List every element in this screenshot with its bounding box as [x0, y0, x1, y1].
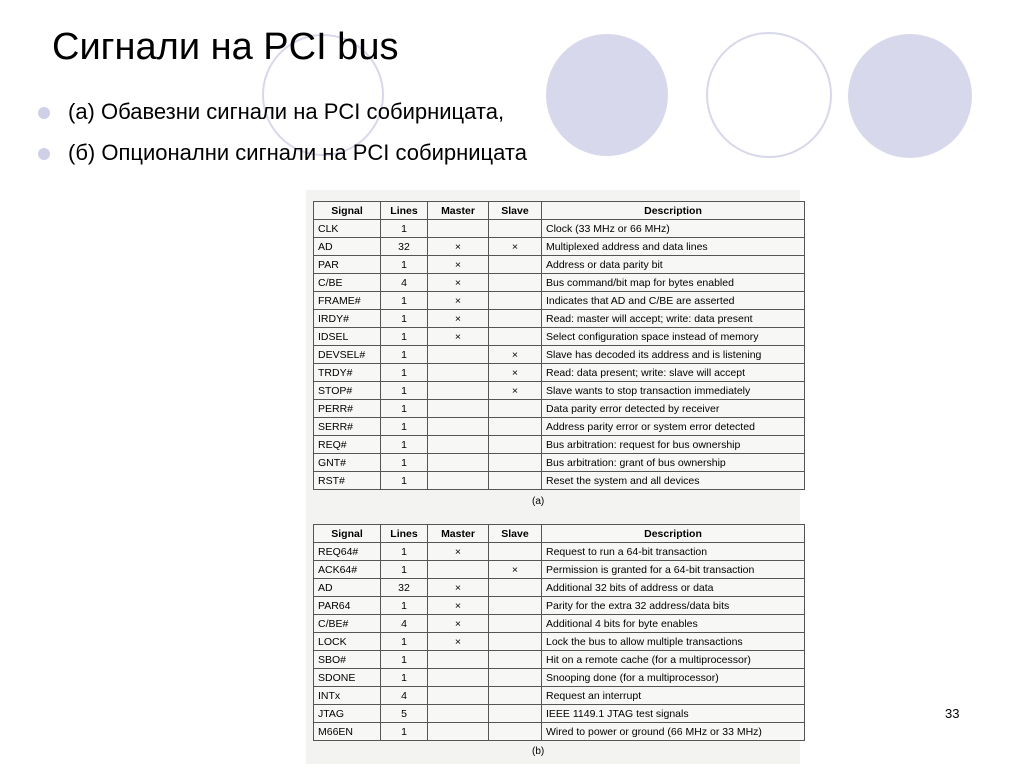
table-cell: Bus arbitration: grant of bus ownership [542, 454, 805, 472]
table-cell [428, 561, 489, 579]
table-row [314, 705, 805, 723]
table-cell: 1 [381, 382, 428, 400]
table-cell: 1 [381, 220, 428, 238]
table-cell: 1 [381, 400, 428, 418]
table-cell: 1 [381, 310, 428, 328]
table-cell: Wired to power or ground (66 MHz or 33 MHz) [542, 723, 805, 741]
table-cell [428, 669, 489, 687]
table-cell: Select configuration space instead of memory [542, 328, 805, 346]
table-cell: REQ# [314, 436, 381, 454]
table-cell: Data parity error detected by receiver [542, 400, 805, 418]
table-cell: SDONE [314, 669, 381, 687]
table-row [314, 364, 805, 382]
table-cell: Read: data present; write: slave will accept [542, 364, 805, 382]
decor-circle-1 [546, 34, 668, 156]
table-row [314, 615, 805, 633]
bullet-text-a: (a) Обавезни сигнали на PCI собирницата, [68, 99, 505, 124]
table-row [314, 328, 805, 346]
table-cell: RST# [314, 472, 381, 490]
table-cell: Address or data parity bit [542, 256, 805, 274]
table-cell [489, 418, 542, 436]
table-row [314, 669, 805, 687]
table-cell: × [489, 561, 542, 579]
table-cell [489, 723, 542, 741]
table-row [314, 238, 805, 256]
table-cell: SBO# [314, 651, 381, 669]
table-cell [489, 400, 542, 418]
table-cell: 1 [381, 651, 428, 669]
table-cell: 1 [381, 418, 428, 436]
column-header: Description [542, 525, 805, 543]
table-cell: 1 [381, 543, 428, 561]
table-cell [428, 651, 489, 669]
table-cell: Reset the system and all devices [542, 472, 805, 490]
column-header: Description [542, 202, 805, 220]
table-row [314, 561, 805, 579]
table-cell: × [428, 633, 489, 651]
table-cell: C/BE [314, 274, 381, 292]
table-cell: PAR64 [314, 597, 381, 615]
table-cell: REQ64# [314, 543, 381, 561]
table-header-row [314, 202, 805, 220]
table-row [314, 310, 805, 328]
column-header: Signal [314, 525, 381, 543]
table-cell: × [428, 310, 489, 328]
table-cell: CLK [314, 220, 381, 238]
table-cell: × [489, 364, 542, 382]
table-row [314, 597, 805, 615]
table-row [314, 418, 805, 436]
table-cell: GNT# [314, 454, 381, 472]
table-cell: × [428, 579, 489, 597]
table-cell [489, 669, 542, 687]
table-cell [489, 597, 542, 615]
table-cell: INTx [314, 687, 381, 705]
table-cell: Hit on a remote cache (for a multiprocessor) [542, 651, 805, 669]
table-cell: Slave has decoded its address and is listening [542, 346, 805, 364]
table-row [314, 723, 805, 741]
table-cell: × [428, 543, 489, 561]
table-cell: 1 [381, 364, 428, 382]
table-cell [489, 687, 542, 705]
table-cell: 1 [381, 561, 428, 579]
table-cell: 1 [381, 346, 428, 364]
bullet-icon [38, 148, 50, 160]
table-cell: Permission is granted for a 64-bit transaction [542, 561, 805, 579]
table-cell: Lock the bus to allow multiple transactions [542, 633, 805, 651]
table-cell: C/BE# [314, 615, 381, 633]
table-cell [489, 256, 542, 274]
table-cell: × [489, 238, 542, 256]
table-cell: Indicates that AD and C/BE are asserted [542, 292, 805, 310]
table-cell [489, 651, 542, 669]
slide-title: Сигнали на PCI bus [52, 26, 399, 68]
table-cell [428, 723, 489, 741]
table-cell [489, 579, 542, 597]
column-header: Slave [489, 525, 542, 543]
table-cell: Bus arbitration: request for bus ownership [542, 436, 805, 454]
table-cell: SERR# [314, 418, 381, 436]
table-cell: M66EN [314, 723, 381, 741]
table-cell: AD [314, 579, 381, 597]
table-row [314, 472, 805, 490]
table-header-row [314, 525, 805, 543]
table-cell [489, 436, 542, 454]
table-cell: 4 [381, 615, 428, 633]
table-cell [489, 543, 542, 561]
table-cell: JTAG [314, 705, 381, 723]
table-row [314, 274, 805, 292]
table-cell: 4 [381, 687, 428, 705]
table-cell: PAR [314, 256, 381, 274]
signals-table-a [313, 201, 805, 490]
table-b-caption: (b) [532, 746, 545, 757]
table-cell: × [428, 292, 489, 310]
table-cell: ACK64# [314, 561, 381, 579]
table-cell: × [428, 238, 489, 256]
table-cell: PERR# [314, 400, 381, 418]
table-row [314, 651, 805, 669]
table-cell: 1 [381, 292, 428, 310]
table-cell: 1 [381, 436, 428, 454]
table-cell: Address parity error or system error detected [542, 418, 805, 436]
table-cell: 1 [381, 597, 428, 615]
table-cell: Request an interrupt [542, 687, 805, 705]
table-cell [428, 472, 489, 490]
table-row [314, 543, 805, 561]
table-cell: × [428, 328, 489, 346]
table-cell: Bus command/bit map for bytes enabled [542, 274, 805, 292]
table-row [314, 346, 805, 364]
table-cell [489, 472, 542, 490]
table-row [314, 220, 805, 238]
table-row [314, 292, 805, 310]
table-cell [489, 328, 542, 346]
table-row [314, 436, 805, 454]
table-cell: IEEE 1149.1 JTAG test signals [542, 705, 805, 723]
table-cell: STOP# [314, 382, 381, 400]
table-cell [428, 400, 489, 418]
table-cell [489, 615, 542, 633]
table-cell: 1 [381, 256, 428, 274]
table-cell: Clock (33 MHz or 66 MHz) [542, 220, 805, 238]
table-cell: × [428, 597, 489, 615]
decor-circle-2 [848, 34, 972, 158]
table-a-caption: (a) [532, 496, 545, 507]
table-cell: Read: master will accept; write: data present [542, 310, 805, 328]
table-row [314, 687, 805, 705]
column-header: Master [428, 525, 489, 543]
table-row [314, 454, 805, 472]
table-cell: 32 [381, 579, 428, 597]
table-cell: Parity for the extra 32 address/data bits [542, 597, 805, 615]
signals-table-b [313, 524, 805, 741]
table-row [314, 256, 805, 274]
table-cell: 1 [381, 669, 428, 687]
table-cell: AD [314, 238, 381, 256]
table-cell [428, 418, 489, 436]
table-cell: × [428, 256, 489, 274]
table-cell: Request to run a 64-bit transaction [542, 543, 805, 561]
table-cell: 1 [381, 454, 428, 472]
table-cell: 1 [381, 472, 428, 490]
table-cell [489, 454, 542, 472]
table-cell [428, 705, 489, 723]
table-cell: Additional 4 bits for byte enables [542, 615, 805, 633]
table-cell: IDSEL [314, 328, 381, 346]
column-header: Master [428, 202, 489, 220]
table-cell: IRDY# [314, 310, 381, 328]
table-cell [489, 292, 542, 310]
table-cell: Additional 32 bits of address or data [542, 579, 805, 597]
table-cell [428, 220, 489, 238]
table-cell [428, 454, 489, 472]
table-cell [428, 687, 489, 705]
table-cell [428, 436, 489, 454]
bullet-text-b: (б) Опционални сигнали на PCI собирницата [68, 140, 527, 165]
column-header: Lines [381, 202, 428, 220]
table-row [314, 400, 805, 418]
table-cell [428, 364, 489, 382]
bullet-icon [38, 107, 50, 119]
table-cell: 4 [381, 274, 428, 292]
table-cell: Snooping done (for a multiprocessor) [542, 669, 805, 687]
table-cell: DEVSEL# [314, 346, 381, 364]
table-cell: × [489, 346, 542, 364]
table-cell [428, 382, 489, 400]
table-cell: Multiplexed address and data lines [542, 238, 805, 256]
table-row [314, 633, 805, 651]
table-cell: × [489, 382, 542, 400]
table-cell: Slave wants to stop transaction immediately [542, 382, 805, 400]
bullet-item-b [38, 140, 527, 166]
table-cell [489, 220, 542, 238]
table-cell [489, 274, 542, 292]
table-cell: TRDY# [314, 364, 381, 382]
table-cell: × [428, 274, 489, 292]
bullet-item-a [38, 99, 504, 125]
decor-circle-ring-2 [706, 32, 832, 158]
table-cell [428, 346, 489, 364]
table-cell: × [428, 615, 489, 633]
table-row [314, 579, 805, 597]
table-cell [489, 633, 542, 651]
table-cell: LOCK [314, 633, 381, 651]
table-cell [489, 705, 542, 723]
column-header: Lines [381, 525, 428, 543]
table-cell: FRAME# [314, 292, 381, 310]
column-header: Slave [489, 202, 542, 220]
table-cell: 1 [381, 723, 428, 741]
table-cell [489, 310, 542, 328]
table-cell: 32 [381, 238, 428, 256]
table-row [314, 382, 805, 400]
table-cell: 5 [381, 705, 428, 723]
table-cell: 1 [381, 328, 428, 346]
column-header: Signal [314, 202, 381, 220]
table-cell: 1 [381, 633, 428, 651]
page-number: 33 [945, 706, 960, 721]
